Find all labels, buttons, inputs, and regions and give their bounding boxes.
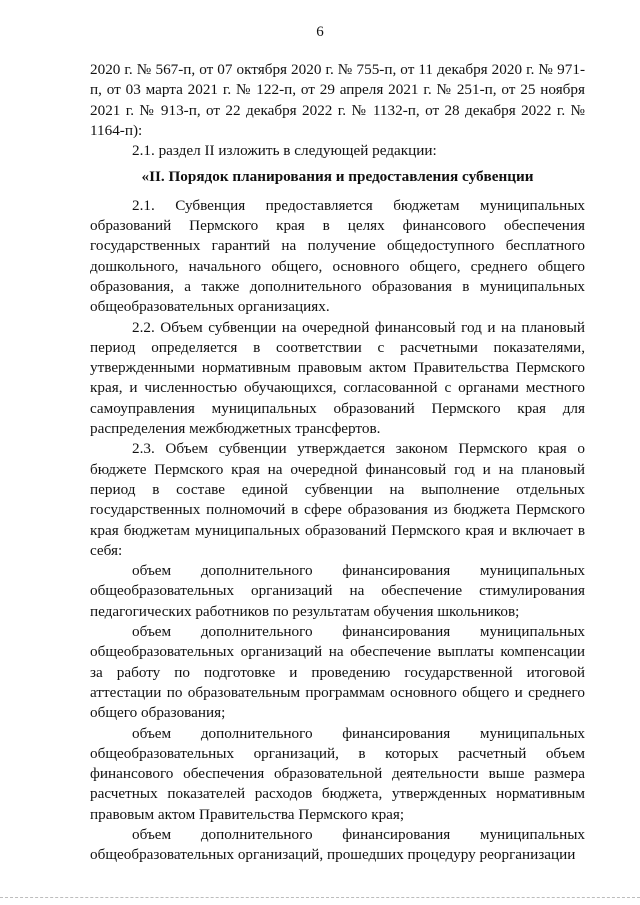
document-body <box>90 60 585 866</box>
list-item-compensation: объем дополнительного финансирования муниципальных общеобразовательных организаций на обеспечение выплаты компенсации за работу по подготовке и проведению государственной итоговой аттестации по образовательным программам основного общего и среднего общего образования; <box>90 623 585 722</box>
paragraph-continuation: 2020 г. № 567-п, от 07 октября 2020 г. № 755-п, от 11 декабря 2020 г. № 971-п, от 03 марта 2021 г. № 122-п, от 29 апреля 2021 г. № 251-п, от 25 ноября 2021 г. № 913-п, от 22 декабря 2022 г. № 1132-п, от 28 декабря 2022 г. № 1164-п): <box>90 61 585 139</box>
paragraph-2-2: 2.2. Объем субвенции на очередной финансовый год и на плановый период определяется в соответствии с расчетными показателями, утвержденными нормативным правовым актом Правительства Пермского края, и численностью обучающихся, согласованной с органами местного самоуправления муниципальных образований Пермского края для распределения межбюджетных трансфертов. <box>90 318 585 438</box>
paragraph-2-1: 2.1. Субвенция предоставляется бюджетам муниципальных образований Пермского края в целях финансового обеспечения государственных гарантий на получение общедоступного бесплатного дошкольного, начального общего, основного общего, среднего общего образования, а также дополнительного образования в муниципальных общеобразовательных организациях. <box>90 196 585 316</box>
footer-divider <box>0 897 640 898</box>
paragraph-2-3: 2.3. Объем субвенции утверждается законом Пермского края о бюджете Пермского края на очередной финансовый год и на плановый период в составе единой субвенции на выполнение отдельных государственных полномочий в сфере образования из бюджета Пермского края бюджетам муниципальных образований Пермского края и включает в себя: <box>90 440 585 559</box>
section-heading: «II. Порядок планирования и предоставления субвенции <box>141 168 534 186</box>
list-item-stimulation: объем дополнительного финансирования муниципальных общеобразовательных организаций на обеспечение стимулирования педагогических работников по результатам обучения школьников; <box>90 562 585 620</box>
page-number: 6 <box>316 24 324 40</box>
paragraph-2-1-instruction: 2.1. раздел II изложить в следующей редакции: <box>132 142 437 160</box>
list-item-reorganization: объем дополнительного финансирования муниципальных общеобразовательных организаций, прошедших процедуру реорганизации <box>90 825 585 864</box>
list-item-excess-funding: объем дополнительного финансирования муниципальных общеобразовательных организаций, в которых расчетный объем финансового обеспечения образовательной деятельности выше размера расчетных показателей расходов бюджета, утвержденных нормативным правовым актом Правительства Пермского края; <box>90 724 585 823</box>
